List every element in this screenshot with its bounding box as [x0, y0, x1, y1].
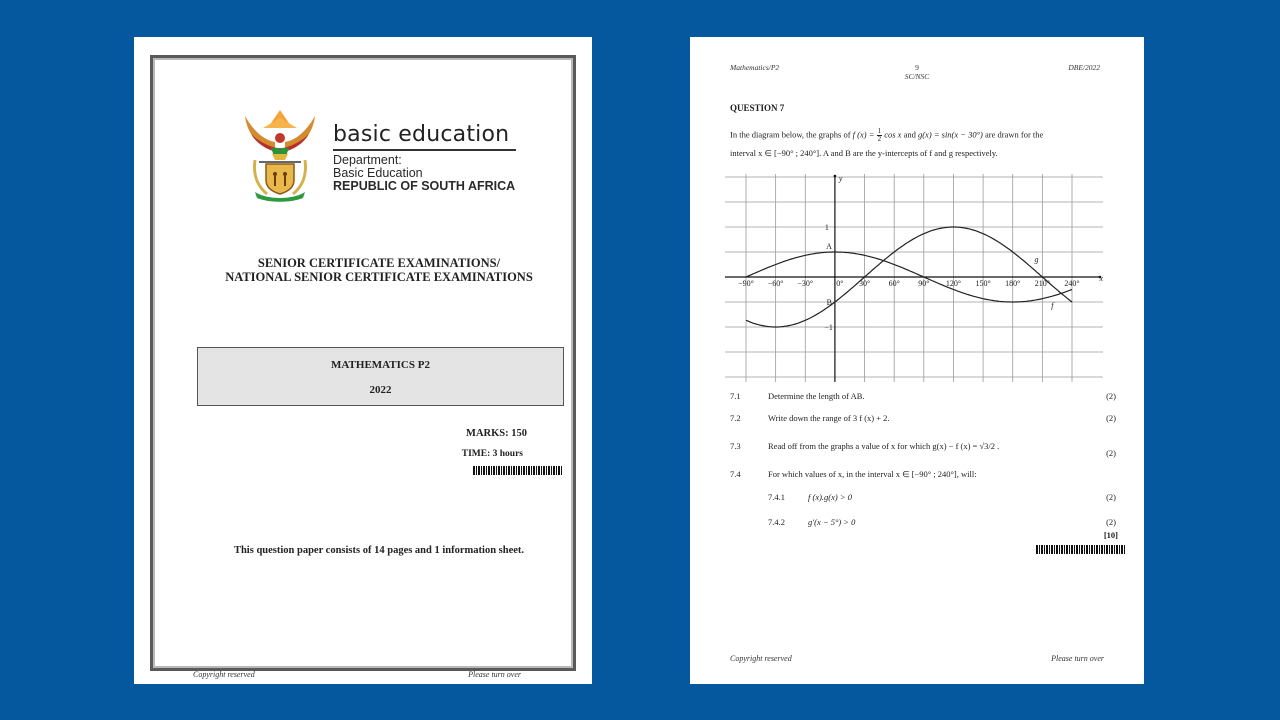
subject-year: 2022 — [369, 384, 392, 396]
subquestion-marks: (2) — [1106, 492, 1116, 502]
subquestion-number: 7.4.2 — [768, 517, 785, 527]
g-definition: g(x) = sin(x − 30°) — [917, 129, 983, 140]
subject-name: MATHEMATICS P2 — [331, 359, 430, 371]
marks-label: MARKS: 150 — [466, 428, 527, 439]
svg-text:120°: 120° — [945, 279, 962, 288]
brand-department-label: Department: — [333, 153, 402, 167]
svg-text:90°: 90° — [918, 279, 930, 288]
footer-copyright: Copyright reserved — [730, 654, 792, 663]
subquestion-text: f (x).g(x) > 0 — [808, 492, 852, 502]
question-marks: (2) — [1106, 413, 1116, 423]
subquestion-text: g′(x − 5°) > 0 — [808, 517, 856, 527]
question-total-marks: [10] — [1103, 530, 1118, 540]
svg-text:x: x — [1099, 274, 1103, 283]
svg-text:1: 1 — [824, 223, 829, 232]
svg-text:−30°: −30° — [797, 279, 814, 288]
cover-frame — [150, 55, 576, 679]
fraction-half — [877, 128, 883, 143]
svg-text:−90°: −90° — [738, 279, 754, 288]
svg-text:f: f — [1051, 301, 1054, 310]
question-title: QUESTION 7 — [730, 103, 785, 113]
exam-title-line1: SENIOR CERTIFICATE EXAMINATIONS/ — [257, 256, 501, 270]
graph-labels — [738, 174, 1103, 332]
svg-text:30°: 30° — [858, 279, 871, 288]
svg-text:60°: 60° — [888, 279, 900, 288]
f-definition-lhs: f (x) = — [852, 129, 877, 140]
question-text: Determine the length of AB. — [768, 391, 865, 401]
fraction-denominator: 2 — [877, 135, 882, 143]
barcode — [1036, 545, 1126, 554]
question-intro-line2: interval x ∈ [−90° ; 240°]. A and B are the y-intercepts of f and g respectively. — [730, 148, 998, 158]
brand-divider — [333, 149, 516, 151]
intro-text-2: are drawn for the — [985, 129, 1044, 140]
header-exam-code: SC/NSC — [904, 72, 930, 81]
cover-page — [134, 37, 592, 684]
svg-text:B: B — [826, 298, 832, 307]
brand-country: REPUBLIC OF SOUTH AFRICA — [333, 179, 516, 193]
subject-box — [197, 347, 564, 406]
svg-text:0°: 0° — [836, 279, 844, 288]
coat-of-arms-icon — [241, 104, 319, 202]
question-text: For which values of x, in the interval x ∈ [−90° ; 240°], will: — [768, 469, 977, 479]
intro-and: and — [903, 129, 918, 140]
brand-department-name: Basic Education — [333, 166, 423, 180]
question-number: 7.1 — [730, 391, 741, 401]
svg-text:−1: −1 — [824, 323, 833, 332]
exam-title-line2: NATIONAL SENIOR CERTIFICATE EXAMINATIONS — [225, 270, 533, 284]
intro-text: In the diagram below, the graphs of — [730, 129, 853, 140]
time-label: TIME: 3 hours — [461, 449, 523, 459]
graph-grid — [725, 174, 1103, 382]
header-dbe: DBE/2022 — [1068, 63, 1100, 72]
question-text: Write down the range of 3 f (x) + 2. — [768, 413, 890, 423]
subquestion-marks: (2) — [1106, 517, 1116, 527]
svg-text:y: y — [838, 174, 843, 183]
fraction-numerator: 1 — [877, 127, 882, 135]
svg-text:240°: 240° — [1064, 279, 1080, 288]
pages-info: This question paper consists of 14 pages and 1 information sheet. — [233, 545, 525, 556]
trig-graph — [725, 174, 1105, 382]
svg-text:180°: 180° — [1005, 279, 1021, 288]
svg-text:−60°: −60° — [767, 279, 784, 288]
brand-title: basic education — [333, 122, 510, 147]
question-text: Read off from the graphs a value of x for which g(x) − f (x) = √3/2 . — [768, 441, 1000, 451]
question-marks: (2) — [1106, 448, 1116, 458]
svg-text:A: A — [826, 242, 832, 251]
footer-copyright: Copyright reserved — [193, 670, 255, 679]
svg-text:150°: 150° — [975, 279, 991, 288]
header-page-number: 9 — [915, 63, 919, 72]
footer-turn-over: Please turn over — [468, 670, 521, 679]
question-number: 7.3 — [730, 441, 741, 451]
footer-turn-over: Please turn over — [1051, 654, 1104, 663]
f-definition-rhs: cos x — [884, 129, 902, 140]
question-marks: (2) — [1106, 391, 1116, 401]
header-subject: Mathematics/P2 — [730, 63, 780, 72]
question-number: 7.4 — [730, 469, 741, 479]
question-page — [690, 37, 1144, 684]
svg-text:g: g — [1034, 255, 1039, 264]
question-number: 7.2 — [730, 413, 741, 423]
question-intro-line1 — [730, 128, 1043, 143]
barcode — [473, 466, 562, 475]
subquestion-number: 7.4.1 — [768, 492, 785, 502]
svg-text:210°: 210° — [1034, 279, 1050, 288]
